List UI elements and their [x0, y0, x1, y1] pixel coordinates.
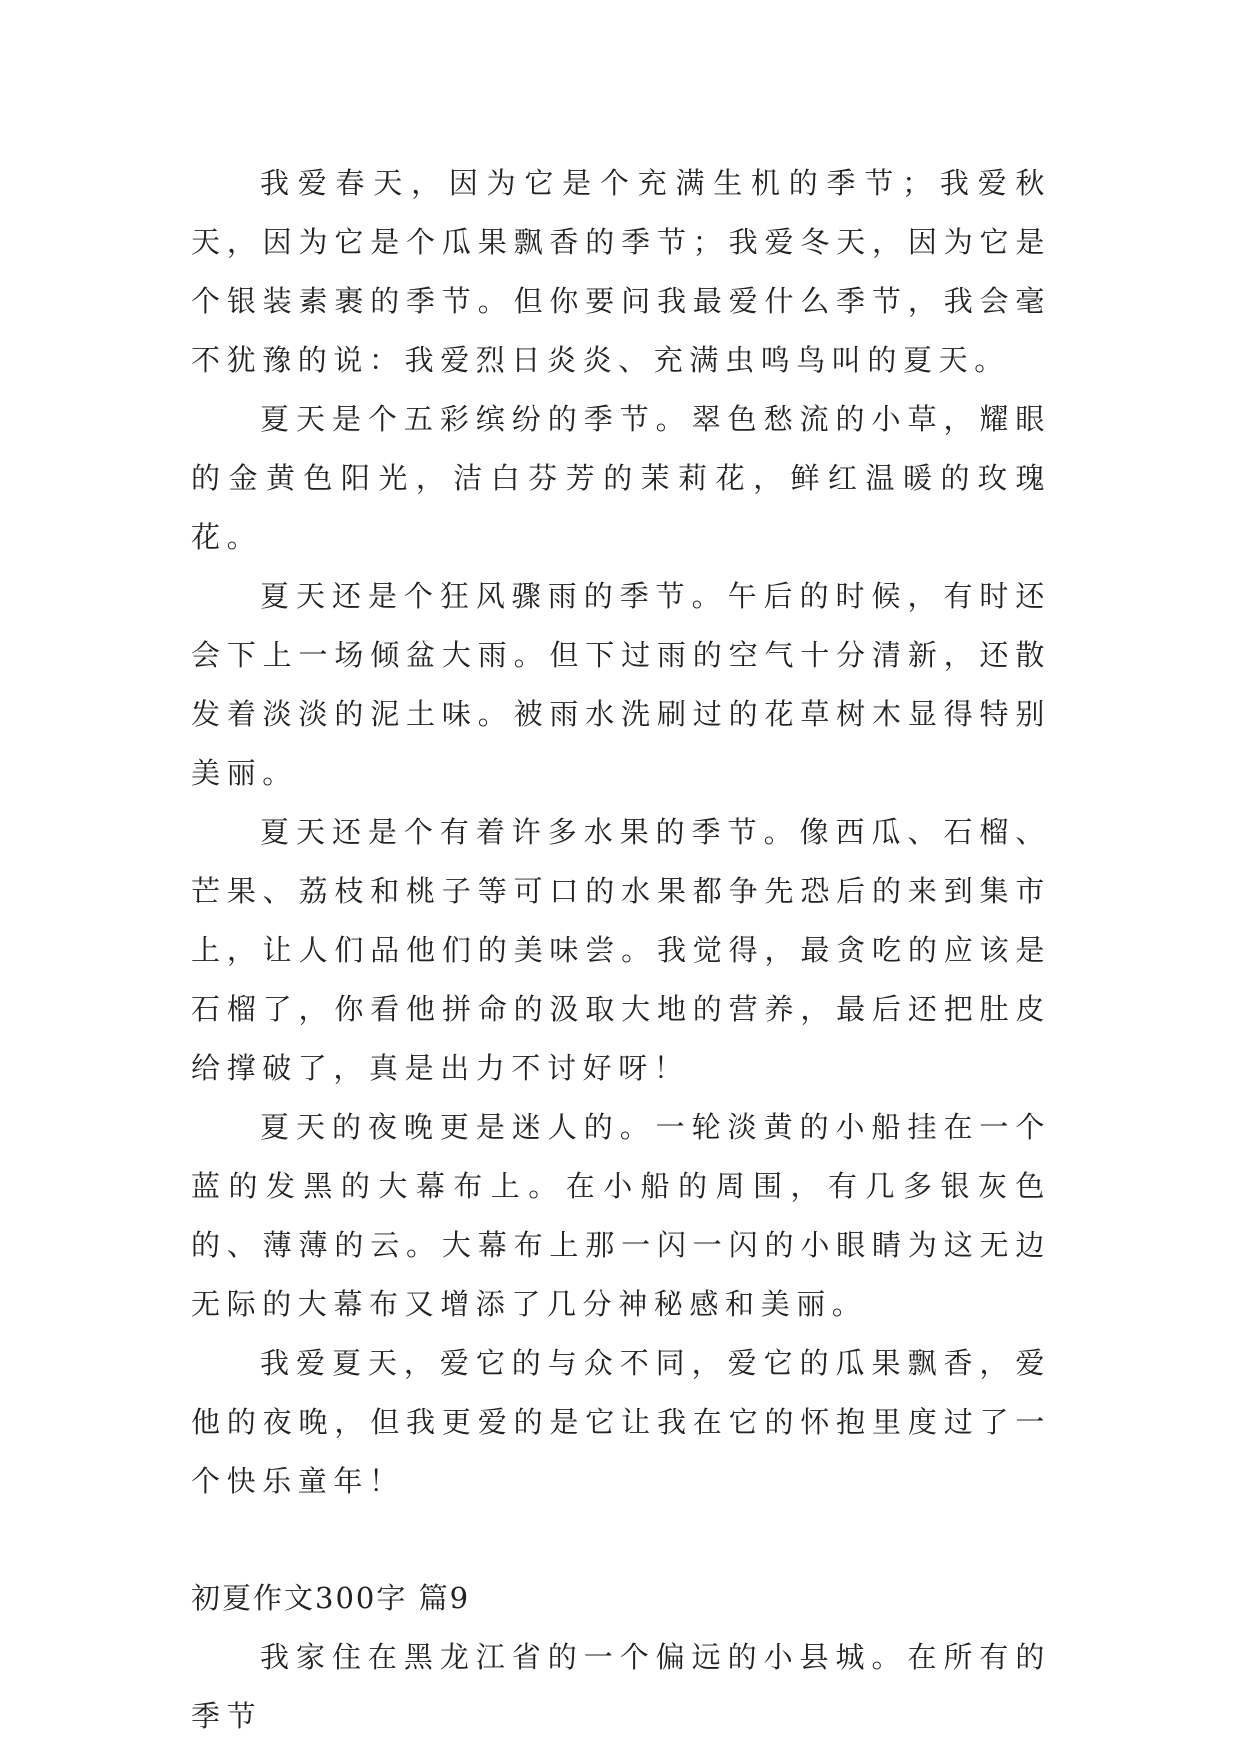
paragraph: 夏天还是个有着许多水果的季节。像西瓜、石榴、芒果、荔枝和桃子等可口的水果都争先恐后的来到集市上，让人们品他们的美味尝。我觉得，最贪吃的应该是石榴了，你看他拼命的汲取大地的营养，最后还把肚皮给撑破了，真是出力不讨好呀！: [191, 815, 1051, 1085]
paragraph: 夏天的夜晚更是迷人的。一轮淡黄的小船挂在一个蓝的发黑的大幕布上。在小船的周围，有几多银灰色的、薄薄的云。大幕布上那一闪一闪的小眼睛为这无边无际的大幕布又增添了几分神秘感和美丽。: [191, 1110, 1051, 1321]
document-page: [191, 154, 1051, 1746]
paragraph: 我爱夏天，爱它的与众不同，爱它的瓜果飘香，爱他的夜晚，但我更爱的是它让我在它的怀抱里度过了一个快乐童年！: [191, 1346, 1051, 1498]
paragraph: 夏天还是个狂风骤雨的季节。午后的时候，有时还会下上一场倾盆大雨。但下过雨的空气十分清新，还散发着淡淡的泥土味。被雨水洗刷过的花草树木显得特别美丽。: [191, 579, 1051, 790]
paragraph: 夏天是个五彩缤纷的季节。翠色愁流的小草，耀眼的金黄色阳光，洁白芬芳的茉莉花，鲜红温暖的玫瑰花。: [191, 402, 1051, 554]
section-heading: 初夏作文300字 篇9: [191, 1581, 471, 1615]
paragraph: 我家住在黑龙江省的一个偏远的小县城。在所有的季节: [191, 1640, 1051, 1733]
paragraph: 我爱春天，因为它是个充满生机的季节；我爱秋天，因为它是个瓜果飘香的季节；我爱冬天，因为它是个银装素裹的季节。但你要问我最爱什么季节，我会毫不犹豫的说：我爱烈日炎炎、充满虫鸣鸟叫的夏天。: [191, 166, 1051, 377]
